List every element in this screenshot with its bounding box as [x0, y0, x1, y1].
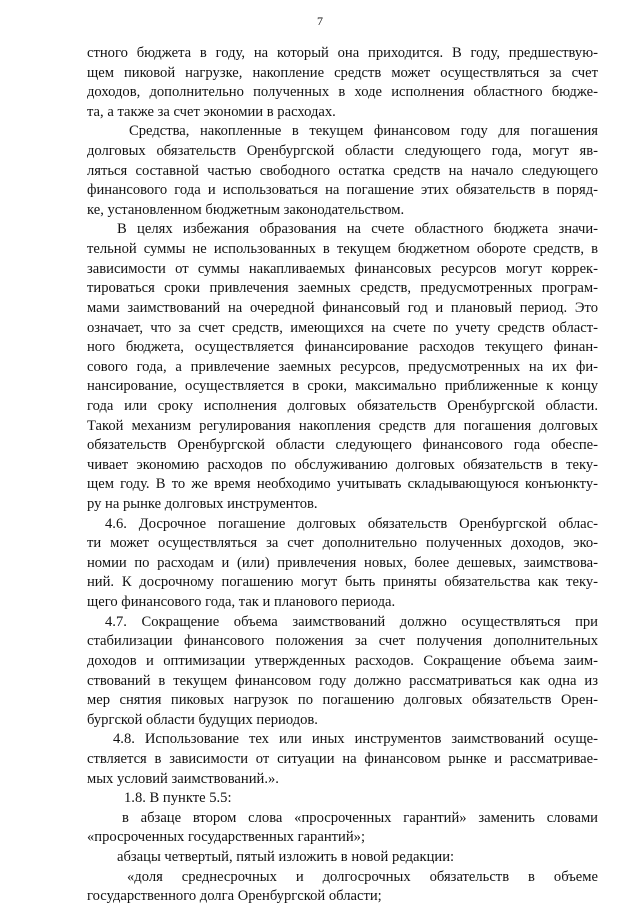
text-line: чивает экономию расходов по обслуживанию долговых обязательств в теку-: [87, 456, 598, 473]
text-line: В целях избежания образования на счете областного бюджета значи-: [117, 221, 598, 238]
text-line: стного бюджета в году, на который она приходится. В году, предшествую-: [87, 45, 598, 61]
text-line: года или сроку исполнения долговых обязательств Оренбургской области.: [87, 397, 598, 414]
text-line: 4.8. Использование тех или иных инструментов заимствований осуще-: [113, 731, 598, 748]
text-line: ного бюджета, осуществляется финансирование расходов текущего финан-: [87, 339, 598, 356]
text-line: долговых обязательств Оренбургской области следующего года, могут яв-: [87, 143, 598, 160]
text-line: щего финансового года, так и планового периода.: [87, 594, 396, 611]
text-line: «доля среднесрочных и долгосрочных обязательств в объеме: [127, 868, 598, 885]
text-line: финансового года и использоваться на погашение этих обязательств в поряд-: [87, 182, 598, 199]
page-number: 7: [317, 14, 323, 28]
text-line: ке, установленном бюджетным законодательством.: [87, 201, 405, 218]
text-line: государственного долга Оренбургской области;: [87, 888, 382, 905]
text-line: щем пиковой нагрузке, накопление средств может осуществляться за счет: [87, 64, 598, 81]
text-line: 4.7. Сокращение объема заимствований должно осуществляться при: [105, 613, 598, 630]
text-line: ствляется в зависимости от ситуации на финансовом рынке и рассматривае-: [87, 750, 598, 767]
text-line: мых условий заимствований.».: [87, 770, 279, 787]
text-line: доходов и оптимизации утвержденных расходов. Сокращение объема заим-: [87, 652, 598, 669]
text-line: 1.8. В пункте 5.5:: [124, 790, 232, 807]
text-line: абзацы четвертый, пятый изложить в новой редакции:: [117, 848, 455, 865]
text-line: тироваться сроки привлечения заемных средств, предусмотренных програм-: [87, 280, 598, 297]
text-line: стабилизации финансового положения за счет получения дополнительных: [87, 633, 598, 650]
text-line: ствований в текущем финансовом году должно рассматриваться как одна из: [87, 672, 598, 689]
text-line: мами заимствований на очередной финансовый год и плановый период. Это: [87, 299, 598, 316]
text-line: Средства, накопленные в текущем финансовом году для погашения: [129, 123, 598, 140]
text-line: означает, что за счет средств, имеющихся на счете по учету средств област-: [87, 319, 598, 336]
text-line: ляться составной частью свободного остатка средств на начало следующего: [87, 162, 598, 179]
text-line: бургской области будущих периодов.: [87, 711, 318, 728]
text-line: ний. К досрочному погашению могут быть приняты обязательства как теку-: [87, 574, 598, 591]
text-line: обязательств Оренбургской области следующего финансового года обеспе-: [87, 437, 598, 454]
text-line: номии по расходам и (или) привлечения новых, более дешевых, заимствова-: [87, 554, 598, 571]
text-line: ти может осуществляться за счет дополнительно полученных доходов, эко-: [87, 535, 598, 552]
text-line: тельной суммы не использованных в текущем бюджетном обороте средств, в: [87, 241, 598, 258]
text-line: зависимости от суммы накапливаемых финансовых ресурсов могут коррек-: [87, 260, 598, 277]
text-line: мер снятия пиковых нагрузок по погашению долговых обязательств Орен-: [87, 692, 598, 709]
text-line: та, а также за счет экономии в расходах.: [87, 103, 336, 120]
text-line: 4.6. Досрочное погашение долговых обязательств Оренбургской облас-: [105, 515, 598, 532]
text-line: в абзаце втором слова «просроченных гарантий» заменить словами: [122, 809, 598, 826]
document-body: [87, 44, 598, 907]
text-line: щем году. В то же время необходимо учитывать складывающуюся конъюнкту-: [87, 476, 598, 493]
text-line: Такой механизм регулирования накопления средств для погашения долговых: [87, 417, 598, 434]
text-line: «просроченных государственных гарантий»;: [87, 829, 365, 846]
text-line: доходов, дополнительно полученных в ходе исполнения областного бюдже-: [87, 84, 598, 101]
text-line: сового года, а привлечение заемных ресурсов, предусмотренных на их фи-: [87, 358, 598, 375]
text-line: нансирование, осуществляется в сроки, максимально приближенные к концу: [87, 378, 598, 395]
text-line: ру на рынке долговых инструментов.: [87, 496, 318, 513]
